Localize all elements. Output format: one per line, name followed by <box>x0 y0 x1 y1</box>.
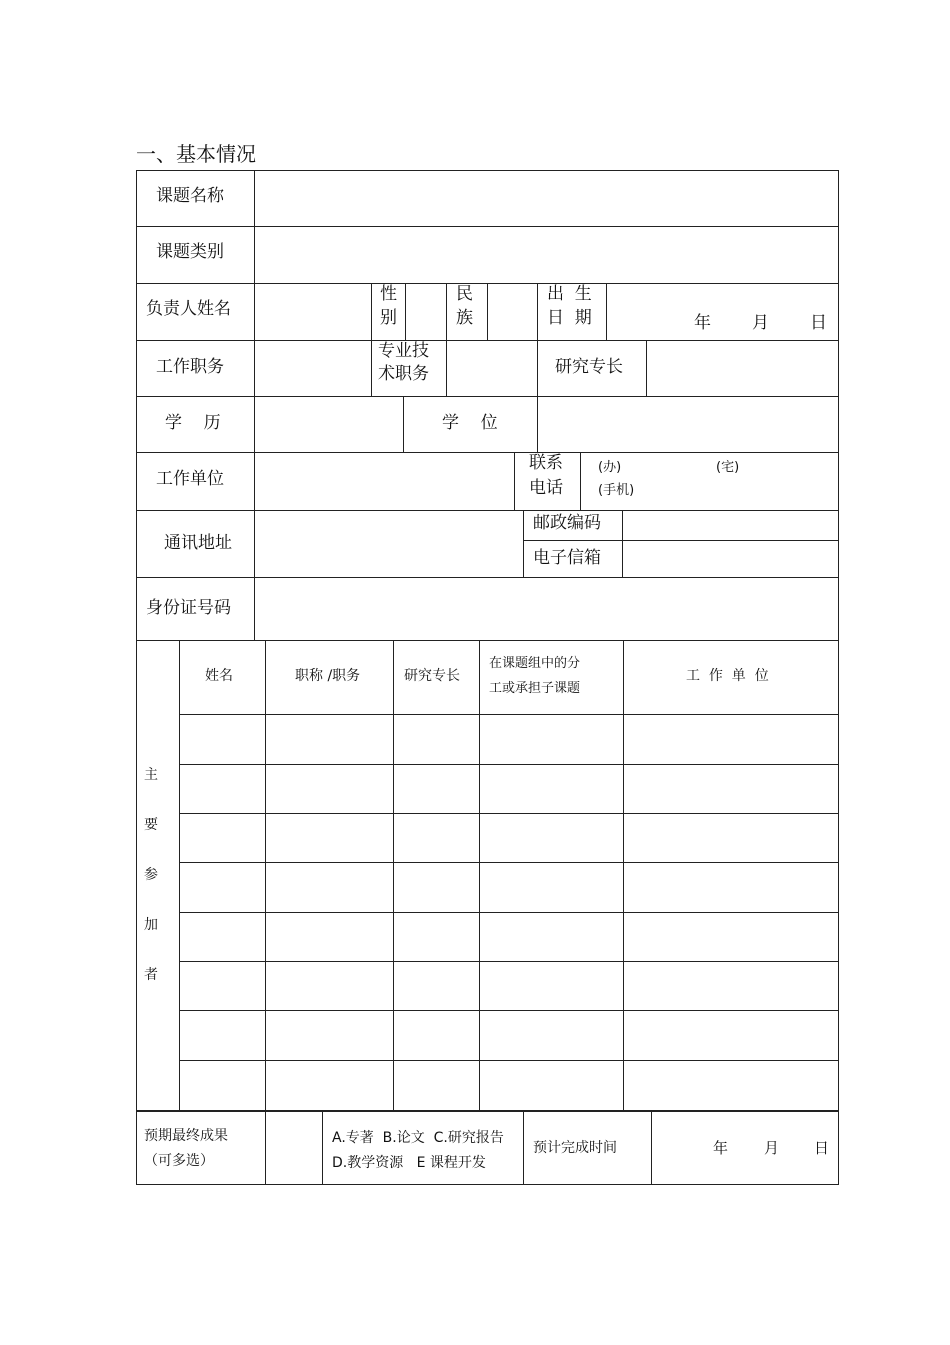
table-row[interactable] <box>180 962 838 1010</box>
finish-year-label: 年 <box>713 1139 729 1157</box>
side-label-char: 者 <box>144 967 158 983</box>
birth-date-field[interactable] <box>607 284 838 340</box>
label-phone-line1: 联系 <box>529 453 563 473</box>
label-tech-title-line2: 术职务 <box>378 364 429 384</box>
tech-title-field[interactable] <box>447 341 537 396</box>
label-postal-code: 邮政编码 <box>533 513 601 533</box>
label-leader-name: 负责人姓名 <box>146 299 231 319</box>
job-position-field[interactable] <box>255 341 371 396</box>
work-unit-field[interactable] <box>255 453 514 510</box>
header-name: 姓名 <box>205 668 233 684</box>
birth-month-label: 月 <box>752 313 769 333</box>
email-field[interactable] <box>623 541 838 577</box>
label-expected-results: 预期最终成果 <box>144 1128 228 1144</box>
header-role-line1: 在课题组中的分 <box>489 656 581 671</box>
label-finish-time: 预计完成时间 <box>533 1140 617 1156</box>
label-email: 电子信箱 <box>533 548 601 568</box>
table-row[interactable] <box>180 765 838 813</box>
side-label-char: 主 <box>144 767 158 783</box>
header-title-position: 职称 /职务 <box>295 668 361 684</box>
gender-field[interactable] <box>406 284 446 340</box>
results-options-line2: D.教学资源 E 课程开发 <box>332 1155 486 1171</box>
label-job-position: 工作职务 <box>156 357 224 377</box>
birth-year-label: 年 <box>694 313 711 333</box>
finish-day-label: 日 <box>814 1139 830 1157</box>
label-work-unit: 工作单位 <box>156 469 224 489</box>
table-row[interactable] <box>180 863 838 912</box>
label-project-name: 课题名称 <box>156 186 224 206</box>
table-row[interactable] <box>180 913 838 961</box>
table-row[interactable] <box>180 1011 838 1060</box>
label-gender-line1: 性 <box>380 284 397 304</box>
header-role-line2: 工或承担子课题 <box>489 681 581 696</box>
header-work-unit: 工 作 单 位 <box>686 668 769 684</box>
education-field[interactable] <box>255 397 403 452</box>
label-ethnicity-line2: 族 <box>456 308 473 328</box>
table-row[interactable] <box>180 1061 838 1110</box>
label-ethnicity-line1: 民 <box>456 284 473 304</box>
label-education: 学 历 <box>165 413 221 433</box>
project-category-field[interactable] <box>255 227 838 283</box>
label-id-number: 身份证号码 <box>146 598 231 618</box>
header-research-specialty: 研究专长 <box>404 668 460 684</box>
label-address: 通讯地址 <box>164 533 232 553</box>
results-choice-field[interactable] <box>266 1112 322 1184</box>
label-research-specialty: 研究专长 <box>555 357 623 377</box>
project-name-field[interactable] <box>255 171 838 226</box>
research-specialty-field[interactable] <box>647 341 838 396</box>
phone-mobile-label: (手机) <box>598 483 635 498</box>
label-birth-line2: 日 期 <box>547 308 592 328</box>
table-row[interactable] <box>180 814 838 862</box>
label-degree: 学 位 <box>442 413 498 433</box>
phone-field[interactable] <box>581 453 838 510</box>
id-number-field[interactable] <box>255 578 838 640</box>
side-label-char: 要 <box>144 817 158 833</box>
label-multiple-choice: （可多选） <box>144 1153 214 1169</box>
postal-code-field[interactable] <box>623 511 838 540</box>
side-label-char: 加 <box>144 917 158 933</box>
ethnicity-field[interactable] <box>488 284 537 340</box>
finish-time-field[interactable] <box>652 1112 838 1184</box>
label-phone-line2: 电话 <box>529 478 563 498</box>
label-tech-title-line1: 专业技 <box>378 341 429 361</box>
side-label-char: 参 <box>144 867 158 883</box>
phone-office-label: (办) <box>598 460 622 475</box>
label-project-category: 课题类别 <box>156 242 224 262</box>
phone-home-label: (宅) <box>716 460 740 475</box>
address-field[interactable] <box>255 511 523 577</box>
label-gender-line2: 别 <box>380 308 397 328</box>
finish-month-label: 月 <box>764 1139 780 1157</box>
birth-day-label: 日 <box>810 313 827 333</box>
degree-field[interactable] <box>538 397 838 452</box>
table-row[interactable] <box>180 715 838 764</box>
section-title: 一、基本情况 <box>136 142 256 166</box>
results-options-line1: A.专著 B.论文 C.研究报告 <box>332 1130 504 1146</box>
label-birth-line1: 出 生 <box>547 284 592 304</box>
leader-name-field[interactable] <box>255 284 371 340</box>
